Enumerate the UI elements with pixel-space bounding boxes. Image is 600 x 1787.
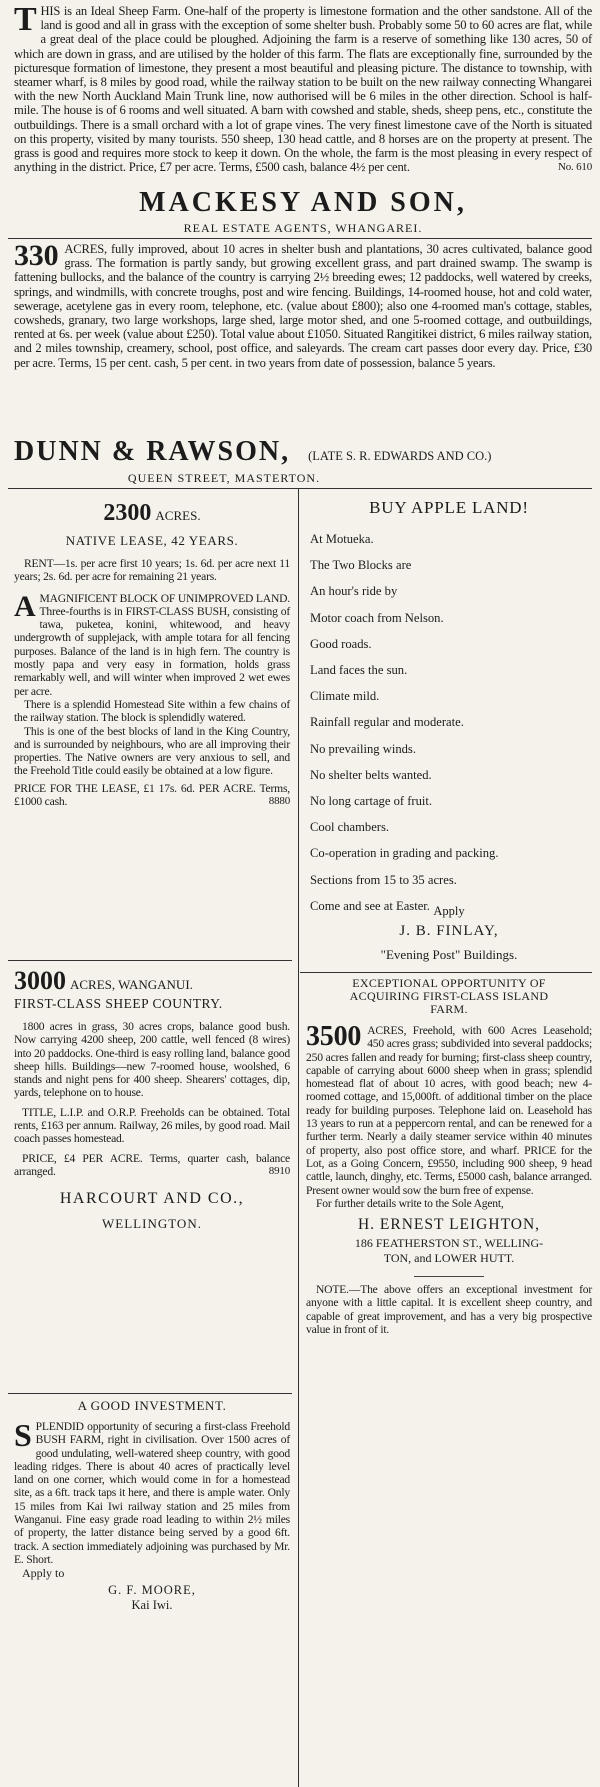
ad6-name: J. B. FINLAY,: [399, 923, 499, 939]
ad3-body2: There is a splendid Homestead Site within a few chains of the railway station. The block is splendidly watered.: [14, 697, 290, 725]
ad5-apply: Apply to: [22, 1566, 65, 1581]
ad4-body2: TITLE, L.I.P. and O.R.P. Freeholds can be obtained. Total rents, £163 per annum. Railway, 26 miles, by good road. Mail coach passes homestead.: [14, 1105, 290, 1146]
ad-2300-acres: [14, 494, 290, 808]
ad4-agent-sub: WELLINGTON.: [102, 1216, 202, 1232]
ad6-line: Come and see at Easter.: [310, 898, 430, 913]
ad1-agent-sub: REAL ESTATE AGENTS, WHANGAREI.: [183, 221, 423, 235]
ad7-number: 3500: [306, 1021, 362, 1052]
ad6-place: "Evening Post" Buildings.: [380, 947, 518, 962]
ad7-text: ACRES, Freehold, with 600 Acres Leasehold; 450 acres grass; subdivided into several paddocks; 250 acres fallen and ready for burning; first-class sheep country, capable of carrying about 6000 sheep when in grass; splendid homestead flat of about 10 acres, with good beach; new 4-roomed cottage, and 15,000ft. of additional timber on the place ready for building purposes. Telephone laid on. Leasehold has 13 years to run at a peppercorn rental, and can be renewed for a further term. Nearly a daily steamer service within 40 minutes of property, also post office store, and wharf. PRICE for the Lot, as a Going Concern, £9550, including 900 sheep, 9 head cattle, launch, dinghy, etc. Terms, £5000 cash, balance arranged. Present owner would sow the burn free of expense.: [306, 1024, 592, 1197]
ad6-line: No prevailing winds.: [310, 741, 416, 756]
ad4-subtitle: FIRST-CLASS SHEEP COUNTRY.: [14, 996, 223, 1011]
ad6-line: Climate mild.: [310, 689, 380, 704]
ad2-number: 330: [14, 239, 59, 272]
ad3-subtitle: NATIVE LEASE, 42 YEARS.: [65, 533, 239, 548]
ad3-price: [14, 782, 290, 809]
ad3-title-number: 2300: [103, 500, 152, 526]
ad3-body: [14, 589, 290, 698]
ad3-rent: RENT—1s. per acre first 10 years; 1s. 6d. per acre next 11 years; 2s. 6d. per acre for remaining 21 years.: [14, 557, 290, 584]
ad3-price-text: PRICE FOR THE LEASE, £1 17s. 6d. PER ACRE. Terms, £1000 cash.: [14, 781, 290, 809]
ad6-line: Cool chambers.: [310, 820, 390, 835]
ad1-text: HIS is an Ideal Sheep Farm. One-half of the property is limestone formation and the other sandstone. All of the land is good and all in grass with the exception of some shelter bush. Probably some 50 to 60 acres are flat, while a great deal of the place could be ploughed. Adjoining the farm is a reserve of something like 130 acres, 50 of which are down in grass, and are utilised by the holder of this farm. The flats are exceptionally fine, surrounded by the picturesque formation of limestone, they present a most beautiful and pleasing picture. The distance to township, with steamer wharf, is 8 miles by good road, while the railway station to be built on the new railway connecting Whangarei with the new North Auckland Main Trunk line, now authorised will be 6 miles in the other direction. School is half-mile. The house is of 6 rooms and well situated. A barn with cowshed and stable, sheds, sheep pens, etc., constitute the outbuildings. There is a small orchard with a lot of grape vines. The very finest limestone cave of the North is situated on this property, visited by many tourists. 550 sheep, 130 head cattle, and 8 horses are on the property at present. The grass is good and requires more stock to keep it down. On the whole, the farm is the most pleasing in every respect of anything in the district. Price, £7 per acre. Terms, £500 cash, balance 4½ per cent.: [14, 4, 592, 175]
ad3-title: [14, 500, 290, 527]
ad3-body3: This is one of the best blocks of land in the King Country, and is surrounded by neighbours, who are all improving their properties. The Native owners are very anxious to sell, and the Freehold Title could easily be obtained at a low figure.: [14, 724, 290, 778]
ad-330-acres: [14, 239, 592, 370]
ad4-agent-name: HARCOURT AND CO.,: [59, 1190, 245, 1208]
divider-3: [8, 960, 292, 961]
ad6-lines: [310, 532, 590, 932]
ad2-agent-note: (LATE S. R. EDWARDS AND CO.): [308, 449, 492, 463]
ad5-heading: A GOOD INVESTMENT.: [77, 1398, 227, 1413]
ad-island-farm: [306, 977, 592, 1336]
ad-ideal-sheep-farm: [14, 1, 592, 175]
ad6-line: Land faces the sun.: [310, 663, 408, 677]
ad6-apply: Apply: [433, 904, 465, 918]
ad2-body: [14, 239, 592, 370]
ad4-ref: 8910: [268, 1164, 290, 1177]
ad7-body2: For further details write to the Sole Agent,: [316, 1196, 504, 1210]
ad1-body: [14, 1, 592, 175]
ad6-line: No long cartage of fruit.: [310, 794, 433, 808]
ad6-line: No shelter belts wanted.: [310, 767, 432, 782]
ad7-note: NOTE.—The above offers an exceptional investment for anyone with a little capital. It is excellent sheep country, and capable of great improvement, and has a very big prospective value in front of it.: [306, 1283, 592, 1337]
ad6-line: Rainfall regular and moderate.: [310, 715, 464, 730]
ad4-title-number: 3000: [14, 966, 66, 995]
ad6-line: Co-operation in grading and packing.: [310, 846, 499, 861]
ad4-price-text: PRICE, £4 PER ACRE. Terms, quarter cash, balance arranged.: [14, 1151, 290, 1178]
ad7-heading-1: EXCEPTIONAL OPPORTUNITY OF: [352, 976, 546, 990]
ad7-heading-3: FARM.: [430, 1002, 468, 1016]
ad-3000-acres: [14, 966, 290, 1232]
column-rule: [298, 488, 299, 1787]
ad7-addr-1: 186 FEATHERSTON ST., WELLING-: [354, 1236, 544, 1251]
ad4-title-word: ACRES, WANGANUI.: [70, 977, 193, 992]
divider-4: [8, 1393, 292, 1394]
ad4-price: [14, 1152, 290, 1179]
ad7-name: H. ERNEST LEIGHTON,: [357, 1216, 541, 1234]
ad4-body: 1800 acres in grass, 30 acres crops, balance good bush. Now carrying 4200 sheep, 200 cattle, well fenced (8 wires) into 20 paddocks. One-third is easy rolling land, balance good sheep hills. Buildings—new 7-roomed house, woolshed, 6 stands and night pens for 400 sheep. Shearers' cottages, dip, yards, telephone on to house.: [14, 1020, 290, 1100]
ad7-body: [306, 1021, 592, 1197]
ad1-ref: No. 610: [557, 161, 592, 174]
ad3-text: MAGNIFICENT BLOCK OF UNIMPROVED LAND. Three-fourths is in FIRST-CLASS BUSH, consisting of tawa, puketea, konini, whitewood, and heavy undergrowth of supplejack, with ample totara for all fencing purposes. Balance of the land is in high fern. The country is mostly papa and very easy in formation, holds grass remarkably well, and will winter when improved 2 wet ewes per acre.: [14, 591, 290, 698]
ad5-dropcap: S: [14, 1417, 32, 1453]
divider-5: [300, 972, 592, 973]
ad6-heading: BUY APPLE LAND!: [369, 498, 529, 517]
ad6-line: The Two Blocks are: [310, 558, 412, 573]
ad7-addr-2: TON, and LOWER HUTT.: [383, 1251, 515, 1266]
ad3-ref: 8880: [268, 795, 290, 808]
ad2-text: ACRES, fully improved, about 10 acres in shelter bush and plantations, 30 acres cultivated, balance good grass. The formation is partly sandy, but growing excellent grass, and part drained swamp. The swamp is fattening bullocks, and the balance of the country is carrying 2½ breeding ewes; 12 paddocks, well watered by creeks, springs, and windmills, with concrete troughs, post and wire fencing. Buildings, 14-roomed house, hot and cold water, sewerage, acetylene gas in every room, telephone, etc. (value about £800); also one 4-roomed man's cottage, stables, cowsheds, granary, two large workshops, large shed, large motor shed, and one 5-roomed cottage, and outbuildings, rented at 6s. per week (value about £250). Total value about £1050. Situated Rangitikei district, 6 miles railway station, and 2 miles township, creamery, school, post office, and saleyards. The cream cart passes door every day. Price, £30 per acre. Terms, 15 per cent. cash, 5 per cent. in two years from date of possession, balance 5 years.: [14, 242, 592, 370]
ad5-text: PLENDID opportunity of securing a first-class Freehold BUSH FARM, right in civilisation. Over 1500 acres of good undulating, well-watered sheep country, with good leading ridges. There is about 40 acres of practically level land on one corner, which would come in for a homestead site, as a 6ft. track taps it here, and there is ample water. Only 15 miles from Kai Iwi railway station and 25 miles from Wanganui. Fine easy grade road leading to within 2½ miles of property, the latter distance being served by a good 6ft. track. A section immediately adjoining was purchased by Mr. E. Short.: [14, 1420, 290, 1566]
ad6-line: At Motueka.: [310, 532, 374, 546]
ad6-line: Sections from 15 to 35 acres.: [310, 872, 457, 887]
ad4-title: [14, 966, 290, 996]
ad5-place: Kai Iwi.: [131, 1598, 173, 1613]
ad1-dropcap: T: [14, 1, 37, 38]
ad5-name: G. F. MOORE,: [108, 1583, 196, 1598]
ad5-body: [14, 1417, 290, 1566]
ad6-line: Good roads.: [310, 636, 372, 651]
divider-2: [8, 488, 592, 489]
ad2-agent-row: [14, 436, 592, 468]
ad-good-investment: [14, 1398, 290, 1613]
ad7-heading-2: ACQUIRING FIRST-CLASS ISLAND: [349, 989, 549, 1003]
ad6-line: Motor coach from Nelson.: [310, 610, 444, 625]
divider-1: [8, 238, 592, 239]
ad2-agent-name: DUNN & RAWSON,: [14, 436, 291, 467]
ad3-title-word: ACRES.: [155, 508, 201, 523]
ad1-agent-name: MACKESY AND SON,: [139, 187, 467, 218]
ad-buy-apple-land: [306, 494, 592, 944]
ad3-dropcap: A: [14, 589, 36, 623]
ad7-short-rule: [414, 1276, 484, 1277]
ad2-agent-sub: QUEEN STREET, MASTERTON.: [127, 471, 321, 485]
ad6-line: An hour's ride by: [310, 584, 398, 599]
